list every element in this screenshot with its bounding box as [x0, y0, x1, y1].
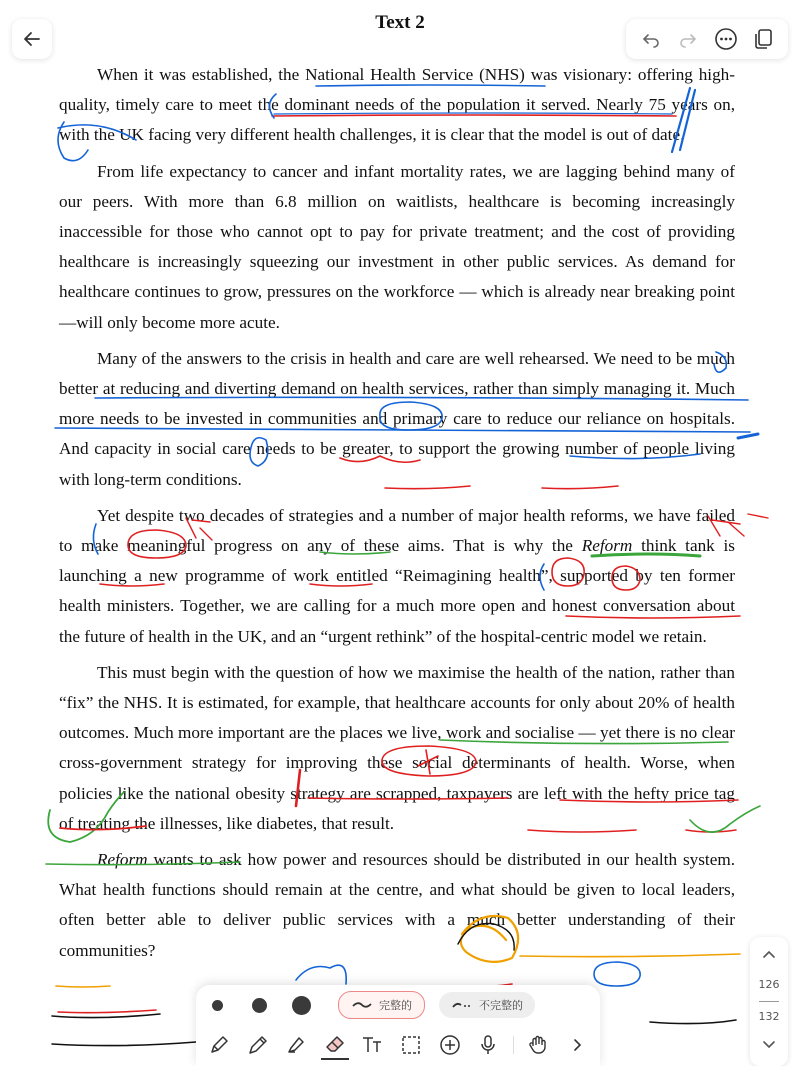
back-button[interactable]: [12, 19, 52, 59]
more-button[interactable]: [712, 25, 740, 53]
reform-italic: Reform: [581, 536, 633, 556]
chevron-up-icon: [761, 947, 777, 963]
pen-size-large[interactable]: [280, 987, 322, 1023]
pages-button[interactable]: [749, 25, 777, 53]
pen-icon: [208, 1034, 230, 1056]
paragraph-5: This must begin with the question of how we maximise the health of the nation, rather than “fix” the NHS. It is estimated, for example, that healthcare accounts for only about 20% of health outcomes. Much more important are the places we live, work and socialise — yet there is no clear cross-government strategy for improving these social determinants of health. Worse, when policies like the national obesity strategy are scrapped, taxpayers are left with the hefty price tag of treating the illnesses, like diabetes, that result.: [59, 662, 735, 833]
pencil-tool[interactable]: [244, 1031, 272, 1059]
lasso-select-icon: [400, 1034, 422, 1056]
ink-underline-better: [650, 1020, 736, 1024]
ink-underline-local: [52, 1014, 160, 1018]
chevron-right-icon: [569, 1037, 585, 1053]
stroke-mode-incomplete-label: 不完整的: [479, 999, 523, 1012]
pen-tool[interactable]: [205, 1031, 233, 1059]
paragraph-4: [59, 501, 735, 652]
stroke-wave-icon: [351, 1000, 373, 1010]
hand-tool[interactable]: [524, 1031, 552, 1059]
total-pages: 132: [758, 1010, 780, 1023]
top-toolbar: [626, 19, 788, 59]
eraser-icon: [324, 1033, 346, 1055]
text-tool-icon: [361, 1034, 385, 1056]
undo-button[interactable]: [637, 25, 665, 53]
add-tool[interactable]: [436, 1031, 464, 1059]
expand-tools-button[interactable]: [563, 1031, 591, 1059]
add-icon: [439, 1034, 461, 1056]
paragraph-4-text-a: Yet despite two decades of strategies and a number of major health reforms, we have failed to make meaningful progress on any of these aims. That is why the: [59, 505, 735, 556]
reform-italic-2: Reform: [97, 850, 148, 870]
microphone-icon: [477, 1034, 499, 1056]
stroke-dotted-icon: [451, 1000, 473, 1010]
more-icon: [714, 27, 738, 51]
ink-underline-local-red: [58, 1010, 156, 1013]
ink-underline-understanding: [52, 1042, 196, 1046]
document-body: [59, 60, 735, 972]
page-title: Text 2: [375, 12, 425, 33]
ink-underline-system: [56, 986, 110, 987]
ink-dash-right: [738, 434, 758, 438]
chevron-down-icon: [761, 1036, 777, 1052]
eraser-tool[interactable]: [321, 1030, 349, 1060]
hand-icon: [527, 1034, 549, 1056]
paragraph-6: [59, 845, 735, 966]
undo-icon: [641, 29, 661, 49]
current-page: 126: [758, 978, 780, 991]
lasso-select-tool[interactable]: [397, 1031, 425, 1059]
highlighter-tool[interactable]: [282, 1031, 310, 1059]
page-navigator: [750, 937, 788, 1066]
page-down-button[interactable]: [750, 1036, 788, 1055]
pen-options-panel: [196, 985, 600, 1066]
paragraph-6-text: wants to ask how power and resources should be distributed in our health system. What health functions should remain at the centre, and what should be given to local leaders, often better able to deliver public services with a much better understanding of their communities?: [59, 850, 735, 960]
page-up-button[interactable]: [750, 947, 788, 966]
pen-size-small[interactable]: [196, 987, 238, 1023]
pencil-icon: [247, 1034, 269, 1056]
paragraph-1: When it was established, the National Health Service (NHS) was visionary: offering high-quality, timely care to meet the dominant needs of the population it served. Nearly 75 years on, with the UK facing very different health challenges, it is clear that the model is out of date.: [59, 65, 735, 145]
back-icon: [22, 29, 42, 49]
microphone-tool[interactable]: [474, 1031, 502, 1059]
highlighter-icon: [285, 1034, 307, 1056]
redo-icon: [678, 29, 698, 49]
tool-separator: [513, 1036, 514, 1054]
paragraph-4-text-b: think tank is launching a new programme of work entitled “Reimagining health”, supported by ten former health ministers. Together, we are calling for a much more open and honest conversation about the future of health in the UK, and an “urgent rethink” of the hospital-centric model we retain.: [59, 536, 735, 646]
redo-button[interactable]: [674, 25, 702, 53]
pen-size-medium[interactable]: [238, 987, 280, 1023]
stroke-mode-incomplete[interactable]: [439, 992, 535, 1018]
pages-icon: [752, 28, 774, 50]
stroke-mode-complete[interactable]: [338, 991, 425, 1019]
paragraph-2: From life expectancy to cancer and infant mortality rates, we are lagging behind many of our peers. With more than 6.8 million on waitlists, healthcare is becoming increasingly inaccessible for those who cannot opt to pay for private treatment; and the cost of providing healthcare is increasingly squeezing our investment in other public services. As demand for healthcare continues to grow, pressures on the workforce — which is already near breaking point—will only become more acute.: [59, 161, 735, 332]
paragraph-3: Many of the answers to the crisis in health and care are well rehearsed. We need to be much better at reducing and diverting demand on health services, rather than simply managing it. Much more needs to be invested in communities and primary care to reduce our reliance on hospitals. And capacity in social care needs to be greater, to support the growing number of people living with long-term conditions.: [59, 348, 735, 489]
text-tool[interactable]: [359, 1031, 387, 1059]
stroke-mode-complete-label: 完整的: [379, 999, 412, 1012]
page-separator: [759, 1001, 779, 1002]
